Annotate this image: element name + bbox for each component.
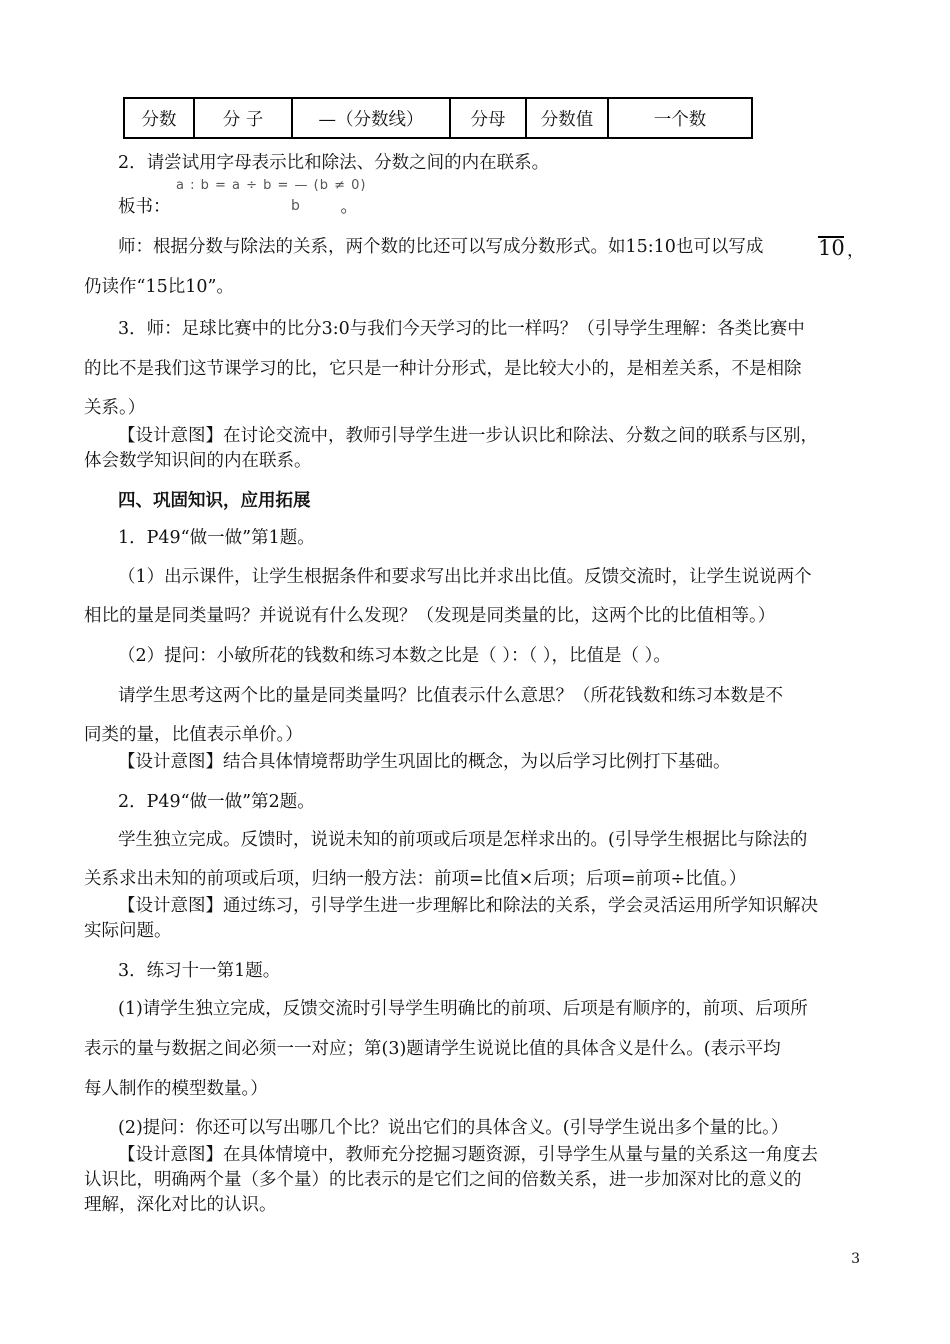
section-heading: 四、巩固知识，应用拓展 — [118, 491, 311, 511]
paragraph: 表示的量与数据之间必须一一对应；第(3)题请学生说说比值的具体含义是什么。(表示平均 — [84, 1039, 781, 1059]
paragraph: 关系。） — [84, 398, 146, 418]
design-intent: 实际问题。 — [84, 921, 172, 941]
board-label-text: 板书： — [118, 197, 171, 217]
table-cell: 分数 — [124, 98, 194, 138]
paragraph: 每人制作的模型数量。） — [84, 1079, 268, 1099]
board-label — [118, 196, 898, 218]
paragraph: 3．师：足球比赛中的比分3:0与我们今天学习的比一样吗？（引导学生理解：各类比赛中 — [118, 319, 805, 339]
paragraph: 的比不是我们这节课学习的比，它只是一种计分形式，是比较大小的，是相差关系，不是相除 — [84, 359, 802, 379]
formula: a : b = a ÷ b = — (b ≠ 0) — [176, 178, 367, 193]
design-intent: 【设计意图】在讨论交流中，教师引导学生进一步认识比和除法、分数之间的联系与区别， — [118, 426, 818, 446]
paragraph: (1)请学生独立完成，反馈交流时引导学生明确比的前项、后项是有顺序的，前项、后项所 — [118, 999, 808, 1019]
paragraph: 关系求出未知的前项或后项，归纳一般方法：前项=比值×后项；后项=前项÷比值。） — [84, 869, 747, 889]
table-cell: 分母 — [450, 98, 526, 138]
paragraph: （1）出示课件，让学生根据条件和要求写出比并求出比值。反馈交流时，让学生说说两个 — [118, 567, 812, 587]
design-intent: 【设计意图】结合具体情境帮助学生巩固比的概念，为以后学习比例打下基础。 — [118, 752, 731, 772]
board-end: 。 — [340, 197, 358, 217]
teacher-text: 师：根据分数与除法的关系，两个数的比还可以写成分数形式。如15:10也可以写成 — [118, 237, 764, 257]
exercise-title: 2．P49“做一做”第2题。 — [118, 792, 315, 812]
exercise-title: 3．练习十一第1题。 — [118, 961, 281, 981]
page-number: 3 — [851, 1251, 860, 1267]
paragraph: 同类的量，比值表示单价。） — [84, 725, 303, 745]
formula-denominator: b — [291, 198, 300, 214]
design-intent: 认识比，明确两个量（多个量）的比表示的是它们之间的倍数关系，进一步加深对比的意义的 — [84, 1170, 802, 1190]
design-intent: 体会数学知识间的内在联系。 — [84, 451, 312, 471]
paragraph: 学生独立完成。反馈时，说说未知的前项或后项是怎样求出的。(引导学生根据比与除法的 — [118, 830, 808, 850]
design-intent: 【设计意图】在具体情境中，教师充分挖掘习题资源，引导学生从量与量的关系这一角度去 — [118, 1145, 818, 1165]
paragraph: 2．请尝试用字母表示比和除法、分数之间的内在联系。 — [118, 153, 550, 173]
paragraph: 请学生思考这两个比的量是同类量吗？比值表示什么意思？（所花钱数和练习本数是不 — [118, 686, 783, 706]
table-cell: 一个数 — [608, 98, 752, 138]
design-intent: 【设计意图】通过练习，引导学生进一步理解比和除法的关系，学会灵活运用所学知识解决 — [118, 896, 818, 916]
design-intent: 理解，深化对比的认识。 — [84, 1195, 277, 1215]
paragraph: （2）提问：小敏所花的钱数和练习本数之比是（ ）：（ ），比值是（ ）。 — [118, 646, 671, 666]
comma: ， — [847, 241, 865, 261]
exercise-title: 1．P49“做一做”第1题。 — [118, 528, 315, 548]
paragraph: (2)提问：你还可以写出哪几个比？说出它们的具体含义。(引导学生说出多个量的比。） — [118, 1118, 789, 1138]
table-cell: —（分数线） — [292, 98, 450, 138]
table-cell: 分 子 — [194, 98, 292, 138]
paragraph: 仍读作“15比10”。 — [84, 277, 234, 297]
fraction-denominator: 10 — [818, 236, 845, 260]
table-cell: 分数值 — [526, 98, 608, 138]
teacher-paragraph-line — [118, 236, 898, 258]
table-row — [124, 98, 752, 138]
comparison-table — [123, 97, 753, 139]
paragraph: 相比的量是同类量吗？并说说有什么发现？（发现是同类量的比，这两个比的比值相等。） — [84, 606, 776, 626]
